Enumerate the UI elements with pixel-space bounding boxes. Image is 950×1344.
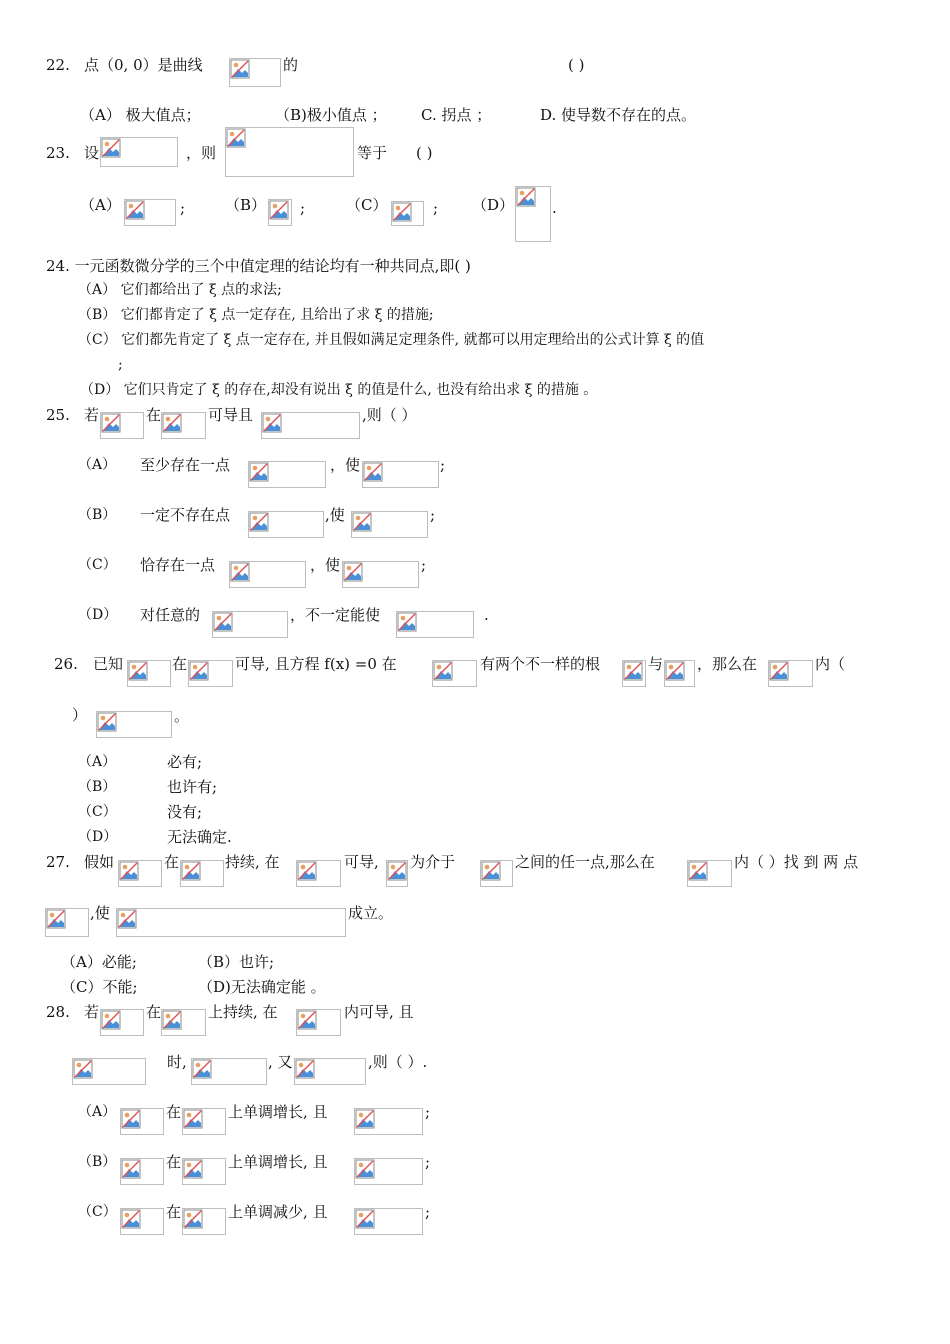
formula-image [229, 58, 281, 87]
formula-image [45, 908, 89, 937]
q22-option-d: D. 使导数不存在的点。 [540, 106, 697, 124]
q25-option-b-text: 一定不存在点 [140, 506, 231, 524]
broken-image-icon [623, 661, 643, 681]
q26-text: 在 [172, 655, 188, 673]
formula-image [182, 1158, 226, 1185]
broken-image-icon [230, 562, 250, 582]
broken-image-icon [97, 712, 117, 732]
q26-option-b: 也许有; [167, 778, 218, 796]
formula-image [188, 660, 233, 687]
broken-image-icon [183, 1109, 203, 1129]
q28-text: 若 [84, 1003, 100, 1021]
broken-image-icon [189, 661, 209, 681]
q28-text: 在 [146, 1003, 162, 1021]
broken-image-icon [516, 187, 536, 207]
formula-image [391, 201, 424, 226]
formula-image [268, 199, 292, 226]
q25-text: ,则（ ） [362, 406, 417, 424]
q28-option-c-end: ; [425, 1203, 431, 1221]
q23-stem-post: 等于 [357, 144, 388, 162]
formula-image [515, 186, 551, 242]
broken-image-icon [249, 512, 269, 532]
broken-image-icon [343, 562, 363, 582]
broken-image-icon [355, 1109, 375, 1129]
broken-image-icon [433, 661, 453, 681]
formula-image [212, 611, 288, 638]
q26-text: 内（ [815, 655, 846, 673]
q26-close-paren: ） [72, 706, 88, 724]
q26-option-b-label: （B） [78, 779, 117, 795]
q24-option-c: （C） 它们都先肯定了 ξ 点一定存在, 并且假如满足定理条件, 就都可以用定理给出的公式计算 ξ 的值 [78, 332, 705, 348]
q27-text: 内（ ）找 到 两 点 [734, 853, 859, 871]
q23-semicolon: ; [300, 199, 306, 217]
formula-image [248, 511, 324, 538]
broken-image-icon [101, 413, 121, 433]
q26-text: 有两个不一样的根 [480, 655, 601, 673]
q22-option-c: C. 拐点 ； [421, 106, 492, 124]
broken-image-icon [213, 612, 233, 632]
formula-image [124, 199, 176, 226]
formula-image [161, 1009, 206, 1036]
q28-option-a-label: （A） [78, 1104, 117, 1120]
formula-image [362, 461, 439, 488]
q26-number: 26. [54, 655, 78, 673]
q23-stem-mid: ，则 [186, 144, 217, 162]
q25-option-c-end: ; [421, 556, 427, 574]
q25-option-b-end: ; [430, 506, 436, 524]
formula-image [296, 1009, 341, 1036]
q25-text: 若 [84, 406, 100, 424]
q28-number: 28. [46, 1003, 70, 1021]
formula-image [342, 561, 419, 588]
broken-image-icon [688, 861, 708, 881]
broken-image-icon [192, 1059, 212, 1079]
formula-image [116, 908, 346, 937]
formula-image [118, 860, 162, 887]
formula-image [261, 412, 360, 439]
q23-semicolon: ; [433, 199, 439, 217]
formula-image [294, 1058, 366, 1085]
q25-option-a-label: （A） [78, 457, 117, 473]
formula-image [354, 1208, 423, 1235]
broken-image-icon [101, 1010, 121, 1030]
broken-image-icon [128, 661, 148, 681]
formula-image [386, 860, 408, 887]
broken-image-icon [397, 612, 417, 632]
q27-number: 27. [46, 853, 70, 871]
q25-option-d-mid: ，不一定能使 [290, 606, 381, 624]
broken-image-icon [355, 1159, 375, 1179]
formula-image [229, 561, 306, 588]
q28-option-c-zai: 在 [166, 1203, 182, 1221]
formula-image [296, 860, 341, 887]
broken-image-icon [249, 462, 269, 482]
q28-option-c-label: （C） [78, 1204, 117, 1220]
q25-option-b-mid: ,使 [325, 506, 345, 524]
q27-text: 在 [164, 853, 180, 871]
q25-option-c-mid: ，使 [310, 556, 341, 574]
q26-option-d-label: （D） [78, 829, 118, 845]
q23-period: . [552, 199, 557, 217]
formula-image [354, 1158, 423, 1185]
broken-image-icon [769, 661, 789, 681]
formula-image [191, 1058, 267, 1085]
formula-image [768, 660, 813, 687]
q28-option-a-end: ; [425, 1103, 431, 1121]
broken-image-icon [119, 861, 139, 881]
formula-image [351, 511, 428, 538]
broken-image-icon [181, 861, 201, 881]
q25-option-c-text: 恰存在一点 [140, 556, 216, 574]
q23-option-b-label: （B） [225, 196, 267, 214]
q27-text: 为介于 [410, 853, 456, 871]
q26-option-d: 无法确定. [167, 828, 232, 846]
q25-option-d-text: 对任意的 [140, 606, 201, 624]
formula-image [127, 660, 171, 687]
q27-text: 之间的任一点,那么在 [515, 853, 655, 871]
q25-option-b-label: （B） [78, 507, 117, 523]
broken-image-icon [183, 1159, 203, 1179]
q24-option-b: （B） 它们都肯定了 ξ 点一定存在, 且给出了求 ξ 的措施; [78, 307, 434, 323]
q27-text: ,使 [90, 904, 110, 922]
formula-image [432, 660, 477, 687]
q23-number: 23. [46, 144, 70, 162]
q23-option-a-label: （A） [80, 196, 121, 214]
q23-stem-pre: 设 [84, 144, 100, 162]
formula-image [100, 137, 178, 167]
formula-image [354, 1108, 423, 1135]
formula-image [396, 611, 474, 638]
formula-image [100, 412, 144, 439]
q28-text: 内可导, 且 [344, 1003, 414, 1021]
formula-image [120, 1108, 164, 1135]
q25-option-c-label: （C） [78, 557, 117, 573]
broken-image-icon [162, 1010, 182, 1030]
q28-option-b-end: ; [425, 1153, 431, 1171]
q27-text: 假如 [84, 853, 115, 871]
q27-option-c: （C）不能; [61, 978, 138, 996]
q22-stem-pre: 点（0, 0）是曲线 [84, 56, 203, 74]
formula-image [182, 1208, 226, 1235]
broken-image-icon [121, 1159, 141, 1179]
q25-number: 25. [46, 406, 70, 424]
q23-semicolon: ; [180, 199, 186, 217]
formula-image [687, 860, 732, 887]
broken-image-icon [226, 128, 246, 148]
q24-option-c-tail: ; [118, 357, 123, 373]
q25-option-d-label: （D） [78, 607, 118, 623]
formula-image [180, 860, 224, 887]
broken-image-icon [183, 1209, 203, 1229]
broken-image-icon [269, 200, 289, 220]
q27-text: 成立。 [348, 904, 394, 922]
q26-option-a: 必有; [167, 753, 203, 771]
formula-image [120, 1158, 164, 1185]
formula-image [161, 412, 206, 439]
q28-option-a-zai: 在 [166, 1103, 182, 1121]
q27-text: 持续, 在 [225, 853, 280, 871]
broken-image-icon [387, 861, 407, 881]
q28-text: , 又 [268, 1053, 293, 1071]
broken-image-icon [262, 413, 282, 433]
q25-text: 可导且 [208, 406, 254, 424]
q28-text: 上持续, 在 [208, 1003, 278, 1021]
q22-option-a: （A） 极大值点； [80, 106, 201, 124]
q24-option-a: （A） 它们都给出了 ξ 点的求法; [78, 282, 282, 298]
q28-option-b-text: 上单调增长, 且 [228, 1153, 328, 1171]
q26-text: 已知 [93, 655, 124, 673]
q25-option-a-text: 至少存在一点 [140, 456, 231, 474]
formula-image [225, 127, 354, 177]
broken-image-icon [117, 909, 137, 929]
q22-stem-post: 的 [283, 56, 299, 74]
broken-image-icon [297, 1010, 317, 1030]
broken-image-icon [101, 138, 121, 158]
q25-text: 在 [146, 406, 162, 424]
formula-image [622, 660, 646, 687]
q26-option-a-label: （A） [78, 754, 117, 770]
q28-option-a-text: 上单调增长, 且 [228, 1103, 328, 1121]
q27-text: 可导, [344, 853, 379, 871]
q25-option-d-end: . [484, 606, 489, 624]
broken-image-icon [355, 1209, 375, 1229]
q28-option-b-label: （B） [78, 1154, 117, 1170]
q22-number: 22. [46, 56, 70, 74]
q24-stem: 24. 一元函数微分学的三个中值定理的结论均有一种共同点,即( ) [46, 257, 471, 275]
q28-option-b-zai: 在 [166, 1153, 182, 1171]
formula-image [182, 1108, 226, 1135]
broken-image-icon [125, 200, 145, 220]
broken-image-icon [297, 861, 317, 881]
q23-option-c-label: （C） [346, 196, 388, 214]
formula-image [120, 1208, 164, 1235]
broken-image-icon [481, 861, 501, 881]
broken-image-icon [73, 1059, 93, 1079]
q27-option-b: （B）也许; [198, 953, 275, 971]
q23-answer-paren: ( ) [416, 144, 433, 162]
q26-end: 。 [174, 707, 190, 725]
formula-image [100, 1009, 144, 1036]
formula-image [248, 461, 326, 488]
formula-image [480, 860, 513, 887]
q26-option-c: 没有; [167, 803, 203, 821]
q22-answer-paren: ( ) [568, 56, 585, 74]
q25-option-a-mid: ，使 [330, 456, 361, 474]
broken-image-icon [392, 202, 412, 222]
q28-text: 时, [167, 1053, 187, 1071]
q26-text: ，那么在 [697, 655, 758, 673]
q26-text: 与 [648, 655, 664, 673]
q27-option-d: （D)无法确定能 。 [198, 978, 326, 996]
broken-image-icon [121, 1109, 141, 1129]
broken-image-icon [121, 1209, 141, 1229]
formula-image [664, 660, 695, 687]
q24-option-d: （D） 它们只肯定了 ξ 的存在,却没有说出 ξ 的值是什么, 也没有给出求 ξ 的措施 。 [80, 382, 598, 398]
q22-option-b: （B)极小值点 ； [275, 106, 387, 124]
broken-image-icon [230, 59, 250, 79]
q26-text: 可导, 且方程 f(x) =0 在 [235, 655, 397, 673]
broken-image-icon [665, 661, 685, 681]
broken-image-icon [352, 512, 372, 532]
q25-option-a-end: ; [440, 456, 446, 474]
broken-image-icon [46, 909, 66, 929]
formula-image [96, 711, 172, 738]
q26-option-c-label: （C） [78, 804, 117, 820]
broken-image-icon [162, 413, 182, 433]
broken-image-icon [363, 462, 383, 482]
formula-image [72, 1058, 146, 1085]
q28-option-c-text: 上单调减少, 且 [228, 1203, 328, 1221]
q23-option-d-label: （D） [472, 196, 515, 214]
q28-text: ,则（ ）. [368, 1053, 428, 1071]
q27-option-a: （A）必能; [61, 953, 137, 971]
broken-image-icon [295, 1059, 315, 1079]
